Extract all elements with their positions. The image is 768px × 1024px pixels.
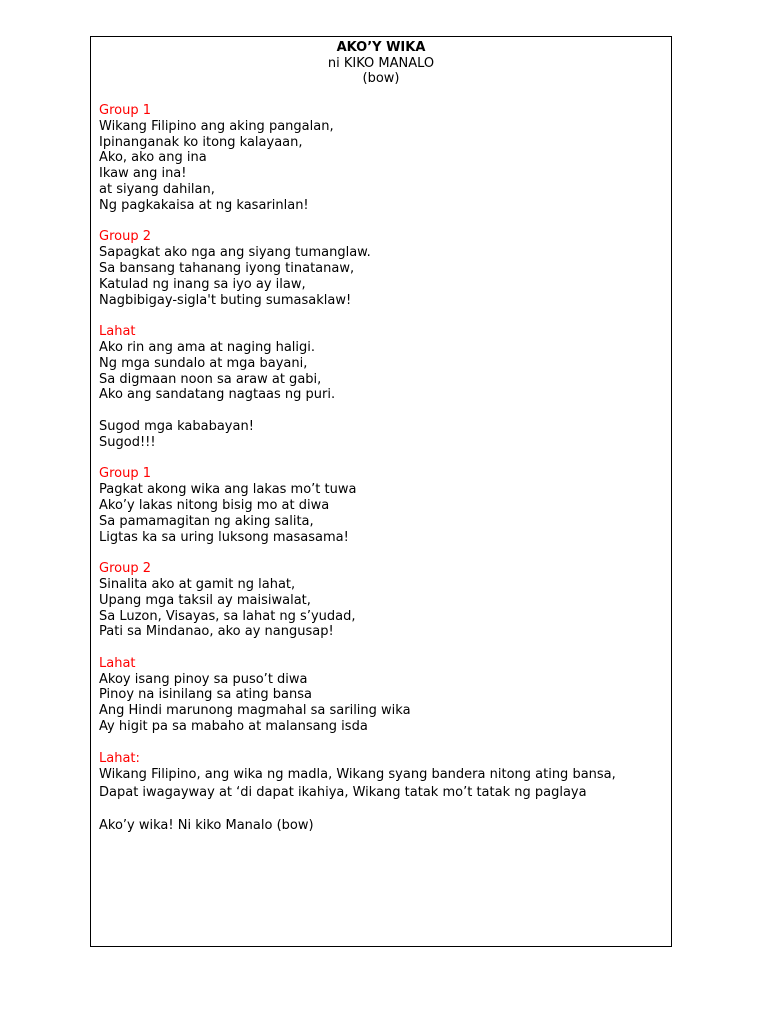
poem-line: Sa digmaan noon sa araw at gabi, bbox=[99, 371, 322, 387]
poem-section bbox=[99, 656, 659, 735]
poem-line: Akoy isang pinoy sa puso’t diwa bbox=[99, 671, 308, 687]
poem-section bbox=[99, 419, 659, 451]
section-label: Group 1 bbox=[99, 466, 151, 482]
poem-section bbox=[99, 561, 659, 640]
poem-line: Sa bansang tahanang iyong tinatanaw, bbox=[99, 260, 355, 276]
poem-line: Katulad ng inang sa iyo ay ilaw, bbox=[99, 276, 306, 292]
final-paragraph: Wikang Filipino, ang wika ng madla, Wikang syang bandera nitong ating bansa, Dapat iwagayway at ‘di dapat ikahiya, Wikang tatak mo’t tatak ng paglaya bbox=[99, 767, 616, 801]
poem-body bbox=[99, 103, 659, 834]
poem-line: at siyang dahilan, bbox=[99, 181, 215, 197]
section-label: Group 2 bbox=[99, 561, 151, 577]
poem-line: Nagbibigay-sigla't buting sumasaklaw! bbox=[99, 292, 352, 308]
poem-section bbox=[99, 229, 659, 308]
document-title: AKO’Y WIKA bbox=[336, 40, 426, 55]
poem-section bbox=[99, 324, 659, 403]
closing-line: Ako’y wika! Ni kiko Manalo (bow) bbox=[99, 818, 314, 834]
poem-line: Pinoy na isinilang sa ating bansa bbox=[99, 687, 312, 703]
poem-line: Ako, ako ang ina bbox=[99, 150, 207, 166]
poem-line: Sa pamamagitan ng aking salita, bbox=[99, 513, 314, 529]
poem-line: Ay higit pa sa mabaho at malansang isda bbox=[99, 719, 368, 735]
section-label: Lahat bbox=[99, 655, 136, 671]
poem-line: Sinalita ako at gamit ng lahat, bbox=[99, 576, 296, 592]
poem-line: Sugod mga kababayan! bbox=[99, 418, 254, 434]
poem-line: Upang mga taksil ay maisiwalat, bbox=[99, 592, 311, 608]
poem-line: Ako’y lakas nitong bisig mo at diwa bbox=[99, 497, 330, 513]
poem-section bbox=[99, 466, 659, 545]
poem-line: Ako ang sandatang nagtaas ng puri. bbox=[99, 387, 336, 403]
author-line: ni KIKO MANALO bbox=[327, 55, 435, 71]
poem-line: Ng pagkakaisa at ng kasarinlan! bbox=[99, 197, 309, 213]
bow-line: (bow) bbox=[362, 71, 400, 86]
poem-line: Ang Hindi marunong magmahal sa sariling wika bbox=[99, 703, 411, 719]
poem-line: Sugod!!! bbox=[99, 434, 156, 450]
document-page bbox=[90, 36, 672, 947]
section-label: Lahat: bbox=[99, 750, 140, 766]
poem-line: Pagkat akong wika ang lakas mo’t tuwa bbox=[99, 482, 357, 498]
poem-line: Pati sa Mindanao, ako ay nangusap! bbox=[99, 624, 334, 640]
section-label: Group 1 bbox=[99, 103, 151, 118]
poem-line: Ligtas ka sa uring luksong masasama! bbox=[99, 529, 349, 545]
section-label: Lahat bbox=[99, 324, 136, 340]
poem-line: Ikaw ang ina! bbox=[99, 166, 187, 182]
poem-line: Ng mga sundalo at mga bayani, bbox=[99, 355, 308, 371]
final-section bbox=[99, 751, 659, 803]
poem-line: Ipinanganak ko itong kalayaan, bbox=[99, 134, 303, 150]
poem-line: Wikang Filipino ang aking pangalan, bbox=[99, 118, 334, 134]
poem-line: Ako rin ang ama at naging haligi. bbox=[99, 339, 316, 355]
poem-section bbox=[99, 103, 659, 214]
section-label: Group 2 bbox=[99, 229, 151, 245]
document-header bbox=[91, 40, 671, 87]
poem-line: Sa Luzon, Visayas, sa lahat ng s’yudad, bbox=[99, 608, 356, 624]
poem-sections bbox=[99, 103, 659, 735]
poem-line: Sapagkat ako nga ang siyang tumanglaw. bbox=[99, 245, 371, 261]
